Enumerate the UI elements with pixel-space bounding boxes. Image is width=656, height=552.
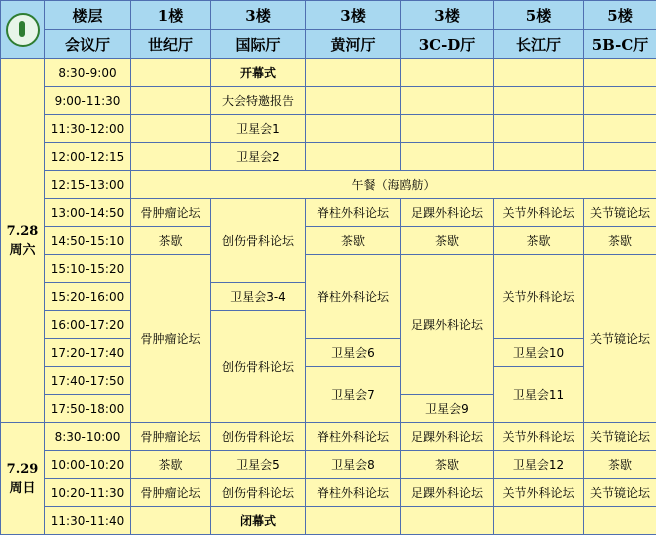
time-cell: 17:40-17:50 <box>45 367 131 395</box>
empty-cell <box>306 507 401 535</box>
table-row <box>1 451 656 479</box>
floor-5: 5楼 <box>494 1 584 30</box>
session-arthroscopy: 关节镜论坛 <box>584 199 656 227</box>
session-arthroscopy: 关节镜论坛 <box>584 479 656 507</box>
time-cell: 12:15-13:00 <box>45 171 131 199</box>
session-satellite-9: 卫星会9 <box>401 395 494 423</box>
table-row <box>1 367 656 395</box>
empty-cell <box>494 59 584 87</box>
table-row <box>1 59 656 87</box>
time-cell: 10:20-11:30 <box>45 479 131 507</box>
session-satellite-5: 卫星会5 <box>211 451 306 479</box>
session-joint: 关节外科论坛 <box>494 479 584 507</box>
logo-cell <box>1 1 45 59</box>
table-row <box>1 227 656 255</box>
session-trauma: 创伤骨科论坛 <box>211 423 306 451</box>
session-satellite-8: 卫星会8 <box>306 451 401 479</box>
empty-cell <box>494 507 584 535</box>
hall-2: 国际厅 <box>211 30 306 59</box>
session-satellite-6: 卫星会6 <box>306 339 401 367</box>
empty-cell <box>584 507 656 535</box>
session-arthroscopy: 关节镜论坛 <box>584 423 656 451</box>
venue-label: 会议厅 <box>45 30 131 59</box>
session-closing: 闭幕式 <box>211 507 306 535</box>
time-cell: 17:20-17:40 <box>45 339 131 367</box>
session-foot: 足踝外科论坛 <box>401 199 494 227</box>
time-cell: 16:00-17:20 <box>45 311 131 339</box>
empty-cell <box>131 115 211 143</box>
empty-cell <box>401 143 494 171</box>
day-weekday: 周六 <box>9 242 36 258</box>
floor-3: 3楼 <box>306 1 401 30</box>
table-row <box>1 87 656 115</box>
time-cell: 15:20-16:00 <box>45 283 131 311</box>
floor-4: 3楼 <box>401 1 494 30</box>
hall-3: 黄河厅 <box>306 30 401 59</box>
empty-cell <box>494 143 584 171</box>
session-tea: 茶歇 <box>494 227 584 255</box>
session-satellite-2: 卫星会2 <box>211 143 306 171</box>
session-satellite-12: 卫星会12 <box>494 451 584 479</box>
empty-cell <box>131 87 211 115</box>
time-cell: 17:50-18:00 <box>45 395 131 423</box>
session-joint: 关节外科论坛 <box>494 255 584 339</box>
empty-cell <box>306 59 401 87</box>
empty-cell <box>584 59 656 87</box>
hall-4: 3C-D厅 <box>401 30 494 59</box>
session-joint: 关节外科论坛 <box>494 423 584 451</box>
header-row-floors <box>1 1 656 30</box>
session-spine: 脊柱外科论坛 <box>306 255 401 339</box>
session-tumor: 骨肿瘤论坛 <box>131 199 211 227</box>
session-tea: 茶歇 <box>584 227 656 255</box>
session-keynote: 大会特邀报告 <box>211 87 306 115</box>
session-satellite-7: 卫星会7 <box>306 367 401 423</box>
time-cell: 14:50-15:10 <box>45 227 131 255</box>
session-foot: 足踝外科论坛 <box>401 423 494 451</box>
table-row <box>1 339 656 367</box>
day-cell-sun <box>1 423 45 535</box>
empty-cell <box>584 87 656 115</box>
time-cell: 13:00-14:50 <box>45 199 131 227</box>
session-foot: 足踝外科论坛 <box>401 479 494 507</box>
hall-1: 世纪厅 <box>131 30 211 59</box>
table-row <box>1 171 656 199</box>
day-weekday: 周日 <box>9 480 36 496</box>
empty-cell <box>401 87 494 115</box>
session-spine: 脊柱外科论坛 <box>306 199 401 227</box>
time-cell: 11:30-11:40 <box>45 507 131 535</box>
session-tumor: 骨肿瘤论坛 <box>131 423 211 451</box>
session-tea: 茶歇 <box>401 451 494 479</box>
session-spine: 脊柱外科论坛 <box>306 479 401 507</box>
session-satellite-11: 卫星会11 <box>494 367 584 423</box>
session-joint: 关节外科论坛 <box>494 199 584 227</box>
time-cell: 8:30-9:00 <box>45 59 131 87</box>
table-row <box>1 423 656 451</box>
empty-cell <box>306 87 401 115</box>
table-row <box>1 115 656 143</box>
session-tea: 茶歇 <box>401 227 494 255</box>
table-row <box>1 199 656 227</box>
empty-cell <box>401 59 494 87</box>
empty-cell <box>584 115 656 143</box>
day-date: 7.28 <box>6 223 39 239</box>
session-tea: 茶歇 <box>584 451 656 479</box>
session-foot: 足踝外科论坛 <box>401 255 494 395</box>
time-cell: 9:00-11:30 <box>45 87 131 115</box>
session-trauma: 创伤骨科论坛 <box>211 311 306 423</box>
time-cell: 15:10-15:20 <box>45 255 131 283</box>
day-date: 7.29 <box>6 461 39 477</box>
time-cell: 10:00-10:20 <box>45 451 131 479</box>
session-arthroscopy: 关节镜论坛 <box>584 255 656 423</box>
session-trauma: 创伤骨科论坛 <box>211 199 306 283</box>
session-tea: 茶歇 <box>131 227 211 255</box>
empty-cell <box>494 87 584 115</box>
table-row <box>1 143 656 171</box>
empty-cell <box>131 143 211 171</box>
time-cell: 11:30-12:00 <box>45 115 131 143</box>
empty-cell <box>306 115 401 143</box>
session-satellite-10: 卫星会10 <box>494 339 584 367</box>
time-cell: 12:00-12:15 <box>45 143 131 171</box>
session-tea: 茶歇 <box>306 227 401 255</box>
floor-2: 3楼 <box>211 1 306 30</box>
session-trauma: 创伤骨科论坛 <box>211 479 306 507</box>
session-satellite-1: 卫星会1 <box>211 115 306 143</box>
time-cell: 8:30-10:00 <box>45 423 131 451</box>
conference-logo-icon <box>6 13 40 47</box>
header-row-halls <box>1 30 656 59</box>
session-tea: 茶歇 <box>131 451 211 479</box>
empty-cell <box>131 507 211 535</box>
day-cell-sat <box>1 59 45 423</box>
empty-cell <box>306 143 401 171</box>
empty-cell <box>401 115 494 143</box>
floor-1: 1楼 <box>131 1 211 30</box>
hall-6: 5B-C厅 <box>584 30 656 59</box>
floor-label: 楼层 <box>45 1 131 30</box>
session-lunch: 午餐（海鸥舫） <box>131 171 656 199</box>
hall-5: 长江厅 <box>494 30 584 59</box>
session-tumor: 骨肿瘤论坛 <box>131 479 211 507</box>
table-row <box>1 479 656 507</box>
empty-cell <box>131 59 211 87</box>
empty-cell <box>584 143 656 171</box>
session-spine: 脊柱外科论坛 <box>306 423 401 451</box>
session-opening: 开幕式 <box>211 59 306 87</box>
table-row <box>1 507 656 535</box>
floor-6: 5楼 <box>584 1 656 30</box>
session-tumor: 骨肿瘤论坛 <box>131 255 211 423</box>
table-row <box>1 255 656 283</box>
session-satellite-3-4: 卫星会3-4 <box>211 283 306 311</box>
empty-cell <box>401 507 494 535</box>
empty-cell <box>494 115 584 143</box>
